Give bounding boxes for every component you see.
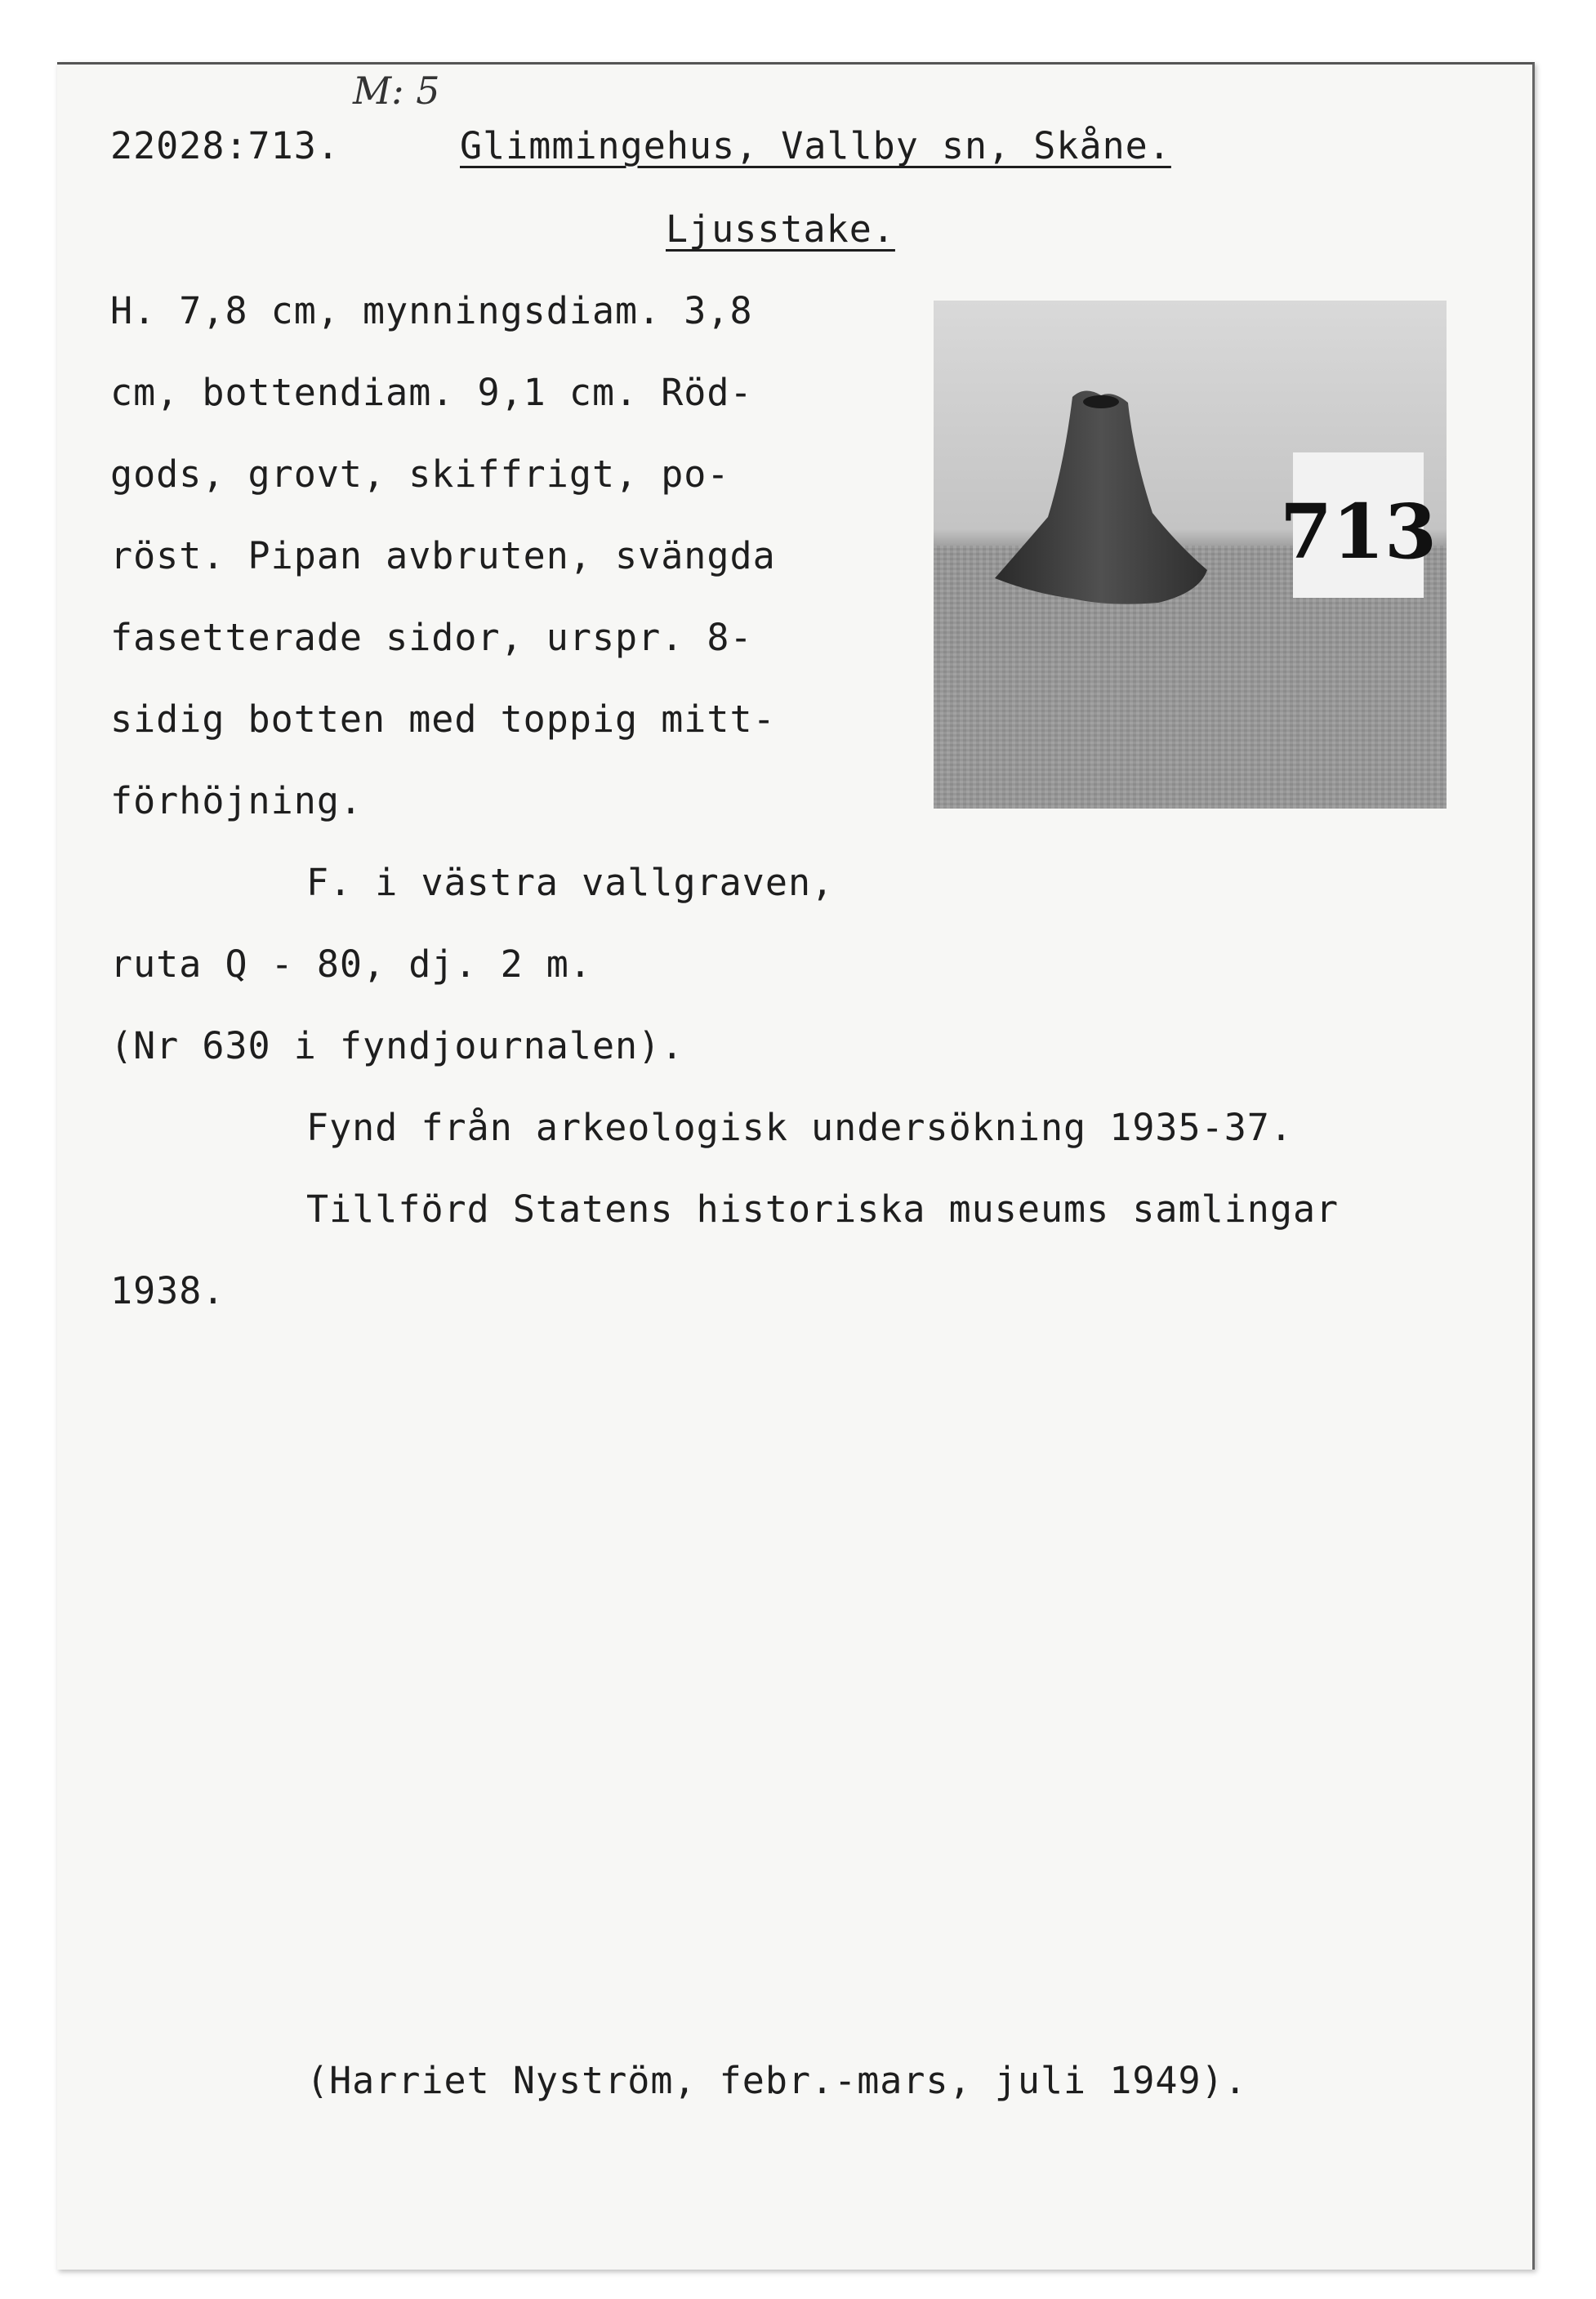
object-name: Ljusstake.: [666, 207, 895, 251]
description-line-2: cm, bottendiam. 9,1 cm. Röd-: [110, 371, 753, 414]
handwritten-mark: M: 5: [353, 69, 440, 113]
acquisition-line-1: Tillförd Statens historiska museums samlingar: [306, 1187, 1340, 1231]
find-location-line-1: F. i västra vallgraven,: [306, 861, 835, 904]
artifact-photo: [934, 301, 1447, 809]
description-line-6: sidig botten med toppig mitt-: [110, 697, 776, 741]
photo-label-number: 713: [1279, 488, 1438, 576]
description-line-3: gods, grovt, skiffrigt, po-: [110, 452, 730, 496]
find-location-line-2: ruta Q - 80, dj. 2 m.: [110, 942, 592, 986]
description-line-5: fasetterade sidor, urspr. 8-: [110, 616, 753, 659]
description-line-4: röst. Pipan avbruten, svängda: [110, 534, 776, 577]
description-line-7: förhöjning.: [110, 779, 363, 822]
find-location-line-3: (Nr 630 i fyndjournalen).: [110, 1024, 684, 1067]
provenance: Fynd från arkeologisk undersökning 1935-37.: [306, 1106, 1293, 1149]
author-note: (Harriet Nyström, febr.-mars, juli 1949).: [306, 2059, 1247, 2102]
location-title: Glimmingehus, Vallby sn, Skåne.: [460, 124, 1171, 167]
catalog-number: 22028:713.: [110, 124, 340, 167]
acquisition-line-2: 1938.: [110, 1269, 225, 1312]
description-line-1: H. 7,8 cm, mynningsdiam. 3,8: [110, 289, 753, 332]
